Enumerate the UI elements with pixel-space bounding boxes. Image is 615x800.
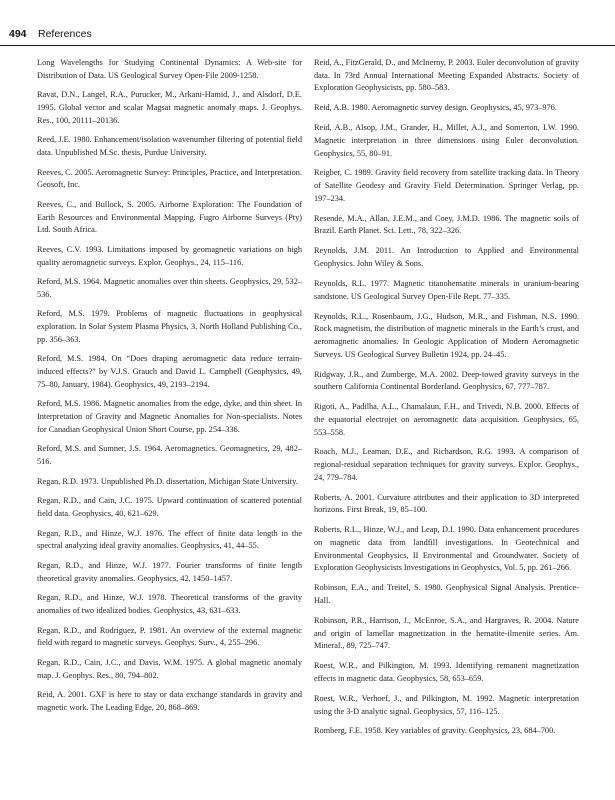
reference-entry: Regan, R.D., Cain, J.C., and Davis, W.M. 1975. A global magnetic anomaly map. J. Geophys. Res., 80, 794–802. bbox=[37, 657, 302, 680]
reference-entry: Reford, M.S. 1986. Magnetic anomalies from the edge, dyke, and thin sheet. In Interpretation of Gravity and Magnetic Anomalies for Non-specialists. Notes for Canadian Geophysical Union Short Course, pp. 254–336. bbox=[37, 399, 302, 434]
right-column bbox=[314, 57, 579, 745]
reference-entry: Romberg, F.E. 1958. Key variables of gravity. Geophysics, 23, 684–700. bbox=[314, 726, 556, 736]
page-number: 494 bbox=[9, 28, 27, 40]
reference-entry: Reid, A. 2001. GXF is here to stay or data exchange standards in gravity and magnetic work. The Leading Edge, 20, 868–869. bbox=[37, 690, 302, 712]
reference-entry: Ridgway, J.R., and Zumberge, M.A. 2002. Deep-towed gravity surveys in the southern California Continental Borderland. Geophysics, 67, 777–787. bbox=[314, 369, 579, 392]
reference-entry: Reford, M.S. 1964. Magnetic anomalies over thin sheets. Geophysics, 29, 532–536. bbox=[37, 277, 302, 299]
reference-entry: Reid, A., FitzGerald, D., and McInerny, P. 2003. Euler deconvolution of gravity data. In 73rd Annual International Meeting Expanded Abstracts. Society of Exploration Geophysicists, pp. 580–583. bbox=[314, 58, 579, 93]
left-column bbox=[37, 57, 302, 721]
reference-entry: Rigoti, A., Padilha, A.L., Chamalaun, F.H., and Trivedi, N.B. 2000. Effects of the equatorial electrojet on aeromagnetic data acquisition. Geophysics, 65, 553–558. bbox=[314, 402, 579, 437]
reference-entry: Roest, W.R., and Pilkington, M. 1993. Identifying remanent magnetization effects in magnetic data. Geophysics, 58, 653–659. bbox=[314, 661, 579, 683]
reference-entry: Roach, M.J., Leaman, D.E., and Richardson, R.G. 1993. A comparison of regional-residual separation techniques for gravity surveys. Explor. Geophys., 24, 779–784. bbox=[314, 447, 579, 482]
reference-entry: Reynolds, R.L. 1977. Magnetic titanohematite minerals in uranium-bearing sandstone. US Geological Survey Open-File Rept. 77–335. bbox=[314, 278, 579, 301]
running-head: References bbox=[38, 28, 92, 40]
reference-entry: Regan, R.D., and Hinze, W.J. 1977. Fourier transforms of finite length theoretical gravity anomalies. Geophysics, 42, 1450–1457. bbox=[37, 560, 302, 583]
reference-entry: Reford, M.S. 1984. On “Does draping aeromagnetic data reduce terrain-induced effects?” by V.J.S. Grauch and David L. Campbell (Geophysics, 49, 75–80, January, 1984). Geophysics, 49, 2193–2194. bbox=[37, 354, 302, 389]
reference-entry: Reid, A.B. 1980. Aeromagnetic survey design. Geophysics, 45, 973–976. bbox=[314, 103, 557, 113]
reference-entry: Resende, M.A., Allan, J.E.M., and Coey, J.M.D. 1986. The magnetic soils of Brazil. Earth Planet. Sci. Lett., 78, 322–326. bbox=[314, 213, 579, 236]
reference-entry: Ravat, D.N., Langel, R.A., Purucker, M., Arkani-Hamid, J., and Alsdorf, D.E. 1995. Global vector and scalar Magsat magnetic anomaly maps. J. Geophys. Res., 100, 20111–20136. bbox=[37, 90, 302, 125]
page-header bbox=[0, 26, 615, 46]
reference-entry: Long Wavelengths for Studying Continental Dynamics: A Web-site for Distribution of Data. US Geological Survey Open-File 2009-1258. bbox=[37, 58, 302, 80]
reference-entry: Robinson, P.R., Harrison, J., McEnroe, S.A., and Hargraves, R. 2004. Nature and origin of lamellar magnetization in the hematite-ilmenite series. Am. Mineral., 89, 725–747. bbox=[314, 615, 579, 651]
reference-entry: Roberts, A. 2001. Curvature attributes and their application to 3D interpreted horizons. First Break, 19, 85–100. bbox=[314, 492, 579, 515]
reference-entry: Reford, M.S. and Sumner, J.S. 1964. Aeromagnetics. Geomagnetics, 29, 482–516. bbox=[37, 444, 302, 467]
reference-entry: Roest, W.R., Verhoef, J., and Pilkington, M. 1992. Magnetic interpretation using the 3-D analytic signal. Geophysics, 57, 116–125. bbox=[314, 693, 579, 716]
reference-entry: Regan, R.D., and Cain, J.C. 1975. Upward continuation of scattered potential field data. Geophysics, 40, 621–629. bbox=[37, 496, 302, 519]
reference-entry: Reeves, C., and Bullock, S. 2005. Airborne Exploration: The Foundation of Earth Resources and Environmental Mapping. Fugro Airborne Surveys (Pty) Ltd. South Africa. bbox=[37, 199, 302, 235]
reference-entry: Reynolds, R.L., Rosenbaum, J.G., Hudson, M.R., and Fishman, N.S. 1990. Rock magnetism, the distribution of magnetic minerals in the Earth’s crust, and aeromagnetic anomalies. In Geologic Application of Modern Aeromagnetic Surveys. US Geological Survey Bulletin 1924, pp. 24–45. bbox=[314, 311, 579, 359]
reference-entry: Reed, J.E. 1980. Enhancement/isolation wavenumber filtering of potential field data. Unpublished M.Sc. thesis, Purdue University. bbox=[37, 135, 302, 157]
reference-entry: Regan, R.D. 1973. Unpublished Ph.D. dissertation, Michigan State University. bbox=[37, 476, 298, 486]
reference-entry: Reid, A.B., Alsop, J.M., Grander, H., Millet, A.J., and Somerton, I.W. 1990. Magnetic interpretation in three dimensions using Euler deconvolution. Geophysics, 55, 80–91. bbox=[314, 123, 579, 158]
reference-entry: Reigber, C. 1989. Gravity field recovery from satellite tracking data. In Theory of Satellite Geodesy and Gravity Field Determination. Springer Verlag, pp. 197–234. bbox=[314, 168, 579, 203]
reference-entry: Reeves, C. 2005. Aeromagnetic Survey: Principles, Practice, and Interpretation. Geosoft, Inc. bbox=[37, 167, 302, 190]
header-rule bbox=[0, 45, 615, 46]
reference-entry: Reynolds, J.M. 2011. An Introduction to Applied and Environmental Geophysics. John Wiley & Sons. bbox=[314, 246, 579, 269]
reference-entry: Regan, R.D., and Rodriguez, P. 1981. An overview of the external magnetic field with regard to magnetic surveys. Geophys. Surv., 4, 255–296. bbox=[37, 625, 302, 648]
reference-entry: Robinson, E.A., and Treitel, S. 1980. Geophysical Signal Analysis. Prentice-Hall. bbox=[314, 583, 579, 606]
reference-entry: Reford, M.S. 1979. Problems of magnetic fluctuations in geophysical exploration. In Solar System Plasma Physics, 3. North Holland Publishing Co., pp. 356–363. bbox=[37, 309, 302, 344]
reference-entry: Roberts, R.L., Hinze, W.J., and Leap, D.I. 1990. Data enhancement procedures on magnetic data from landfill investigations. In Geotechnical and Environmental Geophysics, II Environmental and Groundwater. Society of Exploration Geophysicists Investigations in Geophysics, Vol. 5, pp. 261–266. bbox=[314, 525, 579, 573]
reference-entry: Reeves, C.V. 1993. Limitations imposed by geomagnetic variations on high quality aeromagnetic surveys. Explor. Geophys., 24, 115–116. bbox=[37, 244, 302, 267]
reference-entry: Regan, R.D., and Hinze, W.J. 1978. Theoretical transforms of the gravity anomalies of two idealized bodies. Geophysics, 43, 631–633. bbox=[37, 593, 302, 615]
reference-entry: Regan, R.D., and Hinze, W.J. 1976. The effect of finite data length in the spectral analyzing ideal gravity anomalies. Geophysics, 41, 44–55. bbox=[37, 528, 302, 551]
